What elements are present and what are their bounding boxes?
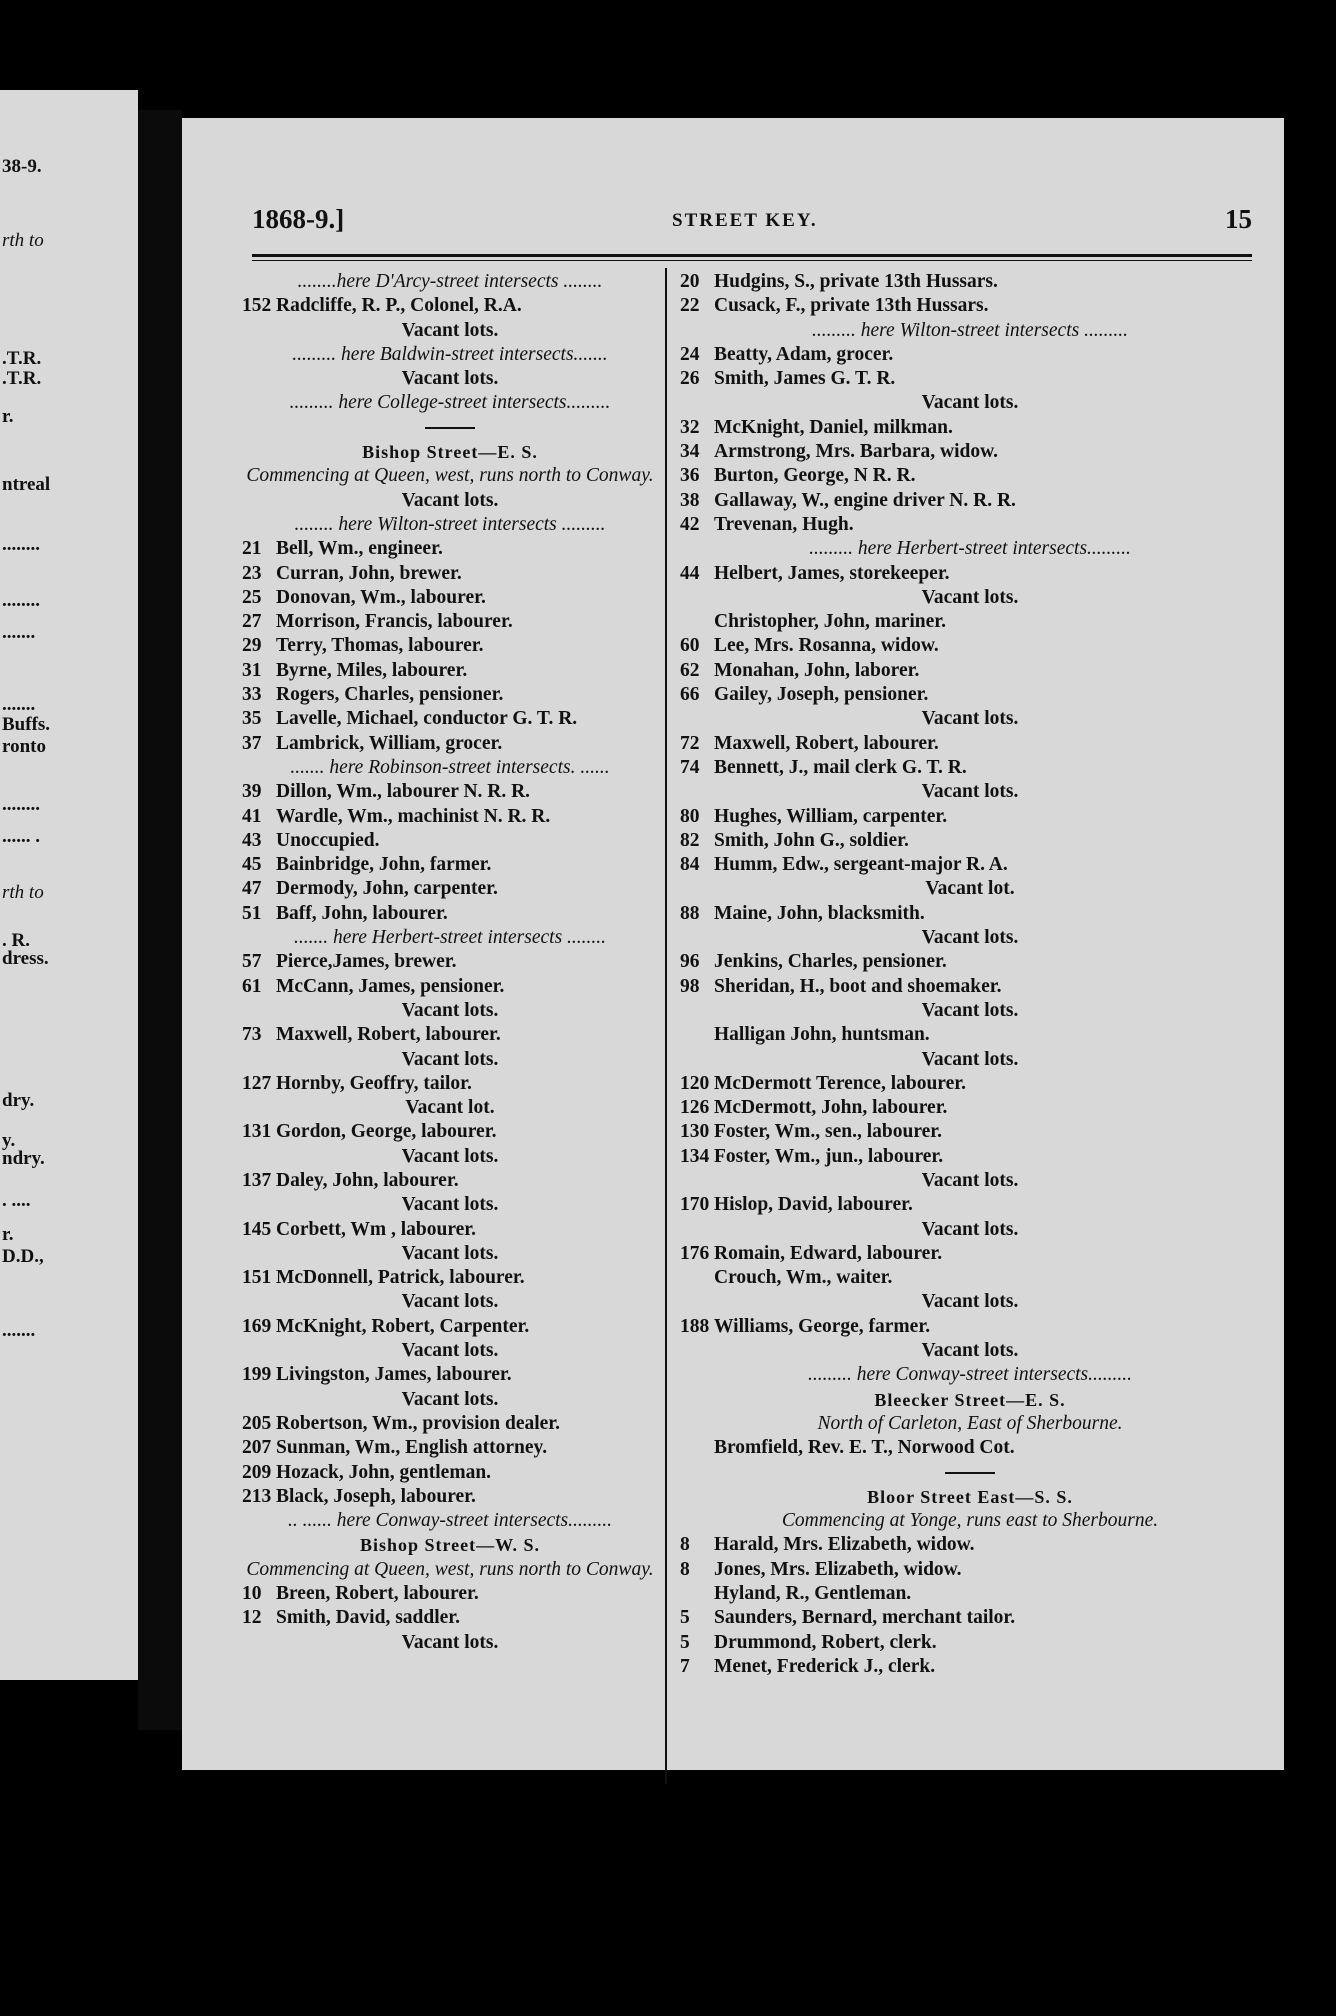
resident-name: Bromfield, Rev. E. T., Norwood Cot.: [714, 1437, 1015, 1459]
street-description: North of Carleton, East of Sherbourne.: [817, 1412, 1123, 1434]
previous-page-text: rth to: [2, 882, 44, 903]
directory-entry: [242, 1315, 658, 1339]
resident-name: Foster, Wm., sen., labourer.: [714, 1121, 943, 1143]
house-number: 205: [242, 1412, 272, 1434]
directory-entry: [680, 1072, 1260, 1096]
house-number: 66: [680, 684, 700, 706]
directory-entry: [242, 294, 658, 318]
house-number: 57: [242, 951, 262, 973]
directory-entry: [242, 659, 658, 683]
directory-entry: [680, 610, 1260, 634]
resident-name: Rogers, Charles, pensioner.: [276, 684, 504, 706]
resident-name: Lavelle, Michael, conductor G. T. R.: [276, 708, 578, 730]
previous-page-text: y.: [2, 1130, 16, 1151]
directory-entry: [680, 1193, 1260, 1217]
street-intersection-note: ......... here Conway-street intersects.........: [807, 1364, 1133, 1386]
vacant-note: Vacant lots.: [921, 1340, 1019, 1362]
house-number: 26: [680, 368, 700, 390]
directory-entry: [680, 1315, 1260, 1339]
house-number: 170: [680, 1194, 710, 1216]
resident-name: Maxwell, Robert, labourer.: [276, 1024, 501, 1046]
resident-name: McKnight, Daniel, milkman.: [714, 416, 953, 438]
street-heading: Bleecker Street—E. S.: [874, 1389, 1066, 1410]
house-number: 44: [680, 562, 700, 584]
resident-name: Drummond, Robert, clerk.: [714, 1631, 937, 1653]
vacant-note: Vacant lots.: [401, 1145, 499, 1167]
street-heading: Bishop Street—W. S.: [359, 1535, 541, 1556]
house-number: 134: [680, 1145, 710, 1167]
resident-name: Cusack, F., private 13th Hussars.: [714, 295, 989, 317]
directory-page: [182, 118, 1284, 1770]
house-number: 25: [242, 586, 262, 608]
vacant-note: Vacant lots.: [401, 1291, 499, 1313]
resident-name: Bainbridge, John, farmer.: [276, 854, 492, 876]
street-intersection-note: ....... here Herbert-street intersects ........: [293, 927, 607, 949]
directory-entry: [680, 829, 1260, 853]
vacant-note: Vacant lots.: [921, 999, 1019, 1021]
directory-entry: [242, 780, 658, 804]
house-number: 7: [680, 1655, 690, 1677]
house-number: 5: [680, 1631, 690, 1653]
directory-entry: [680, 1266, 1260, 1290]
resident-name: Armstrong, Mrs. Barbara, widow.: [714, 441, 998, 463]
house-number: 8: [680, 1558, 690, 1580]
directory-entry: [242, 1169, 658, 1193]
directory-entry: [242, 1412, 658, 1436]
directory-entry: [680, 464, 1260, 488]
resident-name: Smith, James G. T. R.: [714, 368, 896, 390]
street-heading: Bloor Street East—S. S.: [867, 1486, 1073, 1507]
directory-entry: [680, 853, 1260, 877]
house-number: 34: [680, 441, 700, 463]
resident-name: Jones, Mrs. Elizabeth, widow.: [714, 1558, 962, 1580]
resident-name: Jenkins, Charles, pensioner.: [714, 951, 947, 973]
previous-page-text: ...... .: [2, 826, 40, 847]
directory-entry: [242, 1266, 658, 1290]
previous-page-text: dress.: [2, 948, 49, 969]
house-number: 21: [242, 538, 262, 560]
directory-entry: [242, 683, 658, 707]
directory-entry: [242, 1363, 658, 1387]
resident-name: Morrison, Francis, labourer.: [276, 611, 513, 633]
resident-name: Foster, Wm., jun., labourer.: [714, 1145, 944, 1167]
resident-name: Curran, John, brewer.: [276, 562, 462, 584]
page-number: 15: [1225, 204, 1252, 234]
resident-name: Harald, Mrs. Elizabeth, widow.: [714, 1534, 975, 1556]
resident-name: Livingston, James, labourer.: [276, 1364, 512, 1386]
directory-entry: [242, 1485, 658, 1509]
house-number: 72: [680, 732, 700, 754]
street-intersection-note: ......... here Wilton-street intersects .........: [812, 319, 1128, 341]
street-intersection-note: ......... here College-street intersects.........: [289, 392, 611, 414]
house-number: 73: [242, 1024, 262, 1046]
street-intersection-note: ........here D'Arcy-street intersects ........: [297, 271, 603, 292]
directory-entry: [680, 1631, 1260, 1655]
vacant-note: Vacant lot.: [925, 878, 1015, 900]
house-number: 199: [242, 1364, 272, 1386]
resident-name: Humm, Edw., sergeant-major R. A.: [714, 854, 1008, 876]
house-number: 137: [242, 1169, 272, 1191]
previous-page-text: ntreal: [2, 474, 51, 495]
vacant-note: Vacant lots.: [921, 708, 1019, 730]
vacant-note: Vacant lots.: [401, 489, 499, 511]
resident-name: Sheridan, H., boot and shoemaker.: [714, 975, 1002, 997]
directory-entry: [242, 877, 658, 901]
vacant-note: Vacant lots.: [401, 1242, 499, 1264]
directory-entry: [680, 634, 1260, 658]
resident-name: Helbert, James, storekeeper.: [714, 562, 950, 584]
house-number: 33: [242, 684, 262, 706]
house-number: 32: [680, 416, 700, 438]
house-number: 20: [680, 271, 700, 292]
house-number: 23: [242, 562, 262, 584]
vacant-note: Vacant lots.: [401, 319, 499, 341]
directory-entry: [242, 707, 658, 731]
resident-name: Breen, Robert, labourer.: [276, 1583, 479, 1605]
previous-page-text: ........: [2, 590, 40, 611]
house-number: 84: [680, 854, 700, 876]
directory-entry: [680, 683, 1260, 707]
resident-name: Baff, John, labourer.: [276, 902, 448, 924]
header-year: 1868-9.]: [252, 204, 345, 234]
resident-name: Donovan, Wm., labourer.: [276, 586, 486, 608]
previous-page-text: dry.: [2, 1090, 35, 1111]
page-header: [252, 204, 1252, 244]
previous-page-text: .T.R.: [2, 348, 42, 369]
directory-entry: [680, 1242, 1260, 1266]
house-number: 213: [242, 1485, 272, 1507]
house-number: 151: [242, 1267, 272, 1289]
vacant-note: Vacant lots.: [401, 368, 499, 390]
directory-entry: [680, 1533, 1260, 1557]
house-number: 31: [242, 659, 262, 681]
vacant-note: Vacant lots.: [921, 927, 1019, 949]
street-intersection-note: ........ here Wilton-street intersects .........: [294, 513, 606, 535]
resident-name: Smith, John G., soldier.: [714, 829, 909, 851]
previous-page-text: .......: [2, 1320, 36, 1341]
resident-name: McDermott Terence, labourer.: [714, 1072, 966, 1094]
vacant-note: Vacant lots.: [921, 1291, 1019, 1313]
house-number: 96: [680, 951, 700, 973]
directory-entry: [242, 537, 658, 561]
house-number: 41: [242, 805, 262, 827]
resident-name: Hornby, Geoffry, tailor.: [276, 1072, 472, 1094]
previous-page-text: ronto: [2, 736, 46, 757]
house-number: 126: [680, 1097, 710, 1119]
directory-entry: [242, 1120, 658, 1144]
house-number: 12: [242, 1607, 262, 1629]
directory-entry: [680, 513, 1260, 537]
street-heading: Bishop Street—E. S.: [362, 442, 538, 463]
directory-entry: [242, 1461, 658, 1485]
house-number: 24: [680, 343, 700, 365]
directory-entry: [242, 829, 658, 853]
header-rule-thick: [252, 254, 1252, 257]
previous-page-text: ndry.: [2, 1148, 45, 1169]
directory-entry: [242, 975, 658, 999]
header-title: STREET KEY.: [672, 210, 818, 231]
resident-name: Sunman, Wm., English attorney.: [276, 1437, 548, 1459]
directory-entry: [680, 1558, 1260, 1582]
directory-entry: [680, 294, 1260, 318]
street-intersection-note: .. ...... here Conway-street intersects.........: [287, 1510, 613, 1532]
previous-page-text: .......: [2, 622, 36, 643]
directory-entry: [680, 975, 1260, 999]
directory-entry: [680, 1582, 1260, 1606]
street-description: Commencing at Queen, west, runs north to Conway.: [246, 1558, 654, 1580]
directory-entry: [242, 853, 658, 877]
resident-name: Romain, Edward, labourer.: [714, 1242, 943, 1264]
resident-name: McDermott, John, labourer.: [714, 1097, 948, 1119]
resident-name: Hozack, John, gentleman.: [276, 1461, 492, 1483]
resident-name: McCann, James, pensioner.: [276, 975, 505, 997]
house-number: 35: [242, 708, 262, 730]
resident-name: Beatty, Adam, grocer.: [714, 343, 894, 365]
previous-page-text: . ....: [2, 1190, 31, 1211]
house-number: 127: [242, 1072, 272, 1094]
vacant-note: Vacant lots.: [921, 392, 1019, 414]
vacant-note: Vacant lots.: [401, 999, 499, 1021]
house-number: 45: [242, 854, 262, 876]
house-number: 51: [242, 902, 262, 924]
directory-entry: [680, 1655, 1260, 1679]
directory-entry: [242, 805, 658, 829]
resident-name: Saunders, Bernard, merchant tailor.: [714, 1607, 1016, 1629]
column-divider: [665, 268, 667, 1784]
resident-name: Dermody, John, carpenter.: [276, 878, 498, 900]
directory-entry: [242, 1072, 658, 1096]
resident-name: Crouch, Wm., waiter.: [714, 1267, 893, 1289]
vacant-note: Vacant lots.: [401, 1194, 499, 1216]
directory-entry: [680, 756, 1260, 780]
directory-entry: [242, 586, 658, 610]
resident-name: McDonnell, Patrick, labourer.: [276, 1267, 525, 1289]
house-number: 207: [242, 1437, 272, 1459]
vacant-note: Vacant lots.: [921, 586, 1019, 608]
house-number: 47: [242, 878, 262, 900]
right-column: [680, 270, 1260, 1679]
resident-name: Bell, Wm., engineer.: [276, 538, 443, 560]
resident-name: Monahan, John, laborer.: [714, 659, 920, 681]
vacant-note: Vacant lots.: [921, 1218, 1019, 1240]
directory-entry: [242, 634, 658, 658]
house-number: 37: [242, 732, 262, 754]
resident-name: Williams, George, farmer.: [714, 1315, 931, 1337]
resident-name: Halligan John, huntsman.: [714, 1024, 930, 1046]
house-number: 145: [242, 1218, 272, 1240]
house-number: 98: [680, 975, 700, 997]
book-spine: [138, 110, 182, 1730]
resident-name: Wardle, Wm., machinist N. R. R.: [276, 805, 551, 827]
house-number: 131: [242, 1121, 272, 1143]
resident-name: Gallaway, W., engine driver N. R. R.: [714, 489, 1016, 511]
house-number: 88: [680, 902, 700, 924]
directory-entry: [680, 732, 1260, 756]
vacant-note: Vacant lots.: [401, 1631, 499, 1653]
previous-page-text: Buffs.: [2, 714, 51, 735]
left-column: [242, 270, 658, 1655]
resident-name: Lambrick, William, grocer.: [276, 732, 503, 754]
resident-name: Maine, John, blacksmith.: [714, 902, 925, 924]
directory-entry: [680, 805, 1260, 829]
directory-entry: [680, 343, 1260, 367]
house-number: 60: [680, 635, 700, 657]
directory-entry: [242, 950, 658, 974]
resident-name: Lee, Mrs. Rosanna, widow.: [714, 635, 939, 657]
header-rule-thin: [252, 260, 1252, 261]
resident-name: Byrne, Miles, labourer.: [276, 659, 468, 681]
previous-page-text: rth to: [2, 230, 44, 251]
previous-page-text: r.: [2, 1224, 14, 1245]
directory-entry: [242, 732, 658, 756]
resident-name: Dillon, Wm., labourer N. R. R.: [276, 781, 531, 803]
resident-name: Robertson, Wm., provision dealer.: [276, 1412, 561, 1434]
section-rule: [242, 416, 658, 440]
vacant-note: Vacant lot.: [405, 1097, 495, 1119]
directory-entry: [680, 489, 1260, 513]
previous-page-text: .......: [2, 694, 36, 715]
resident-name: Terry, Thomas, labourer.: [276, 635, 484, 657]
house-number: 152: [242, 295, 272, 317]
resident-name: Trevenan, Hugh.: [714, 513, 854, 535]
directory-entry: [242, 610, 658, 634]
directory-entry: [680, 1120, 1260, 1144]
vacant-note: Vacant lots.: [921, 1169, 1019, 1191]
directory-entry: [680, 902, 1260, 926]
directory-entry: [242, 1606, 658, 1630]
resident-name: Menet, Frederick J., clerk.: [714, 1655, 936, 1677]
directory-entry: [680, 440, 1260, 464]
house-number: 5: [680, 1607, 690, 1629]
resident-name: Burton, George, N R. R.: [714, 465, 916, 487]
directory-entry: [680, 270, 1260, 294]
house-number: 74: [680, 756, 700, 778]
previous-page-text: D.D.,: [2, 1246, 44, 1267]
house-number: 10: [242, 1583, 262, 1605]
directory-entry: [242, 1436, 658, 1460]
resident-name: Hudgins, S., private 13th Hussars.: [714, 271, 998, 292]
resident-name: Radcliffe, R. P., Colonel, R.A.: [276, 295, 522, 317]
previous-page-text: ........: [2, 534, 40, 555]
vacant-note: Vacant lots.: [401, 1048, 499, 1070]
resident-name: Smith, David, saddler.: [276, 1607, 461, 1629]
house-number: 38: [680, 489, 700, 511]
house-number: 27: [242, 611, 262, 633]
house-number: 120: [680, 1072, 710, 1094]
street-intersection-note: ....... here Robinson-street intersects. ......: [290, 756, 610, 778]
vacant-note: Vacant lots.: [401, 1388, 499, 1410]
house-number: 36: [680, 465, 700, 487]
vacant-note: Vacant lots.: [921, 1048, 1019, 1070]
directory-entry: [680, 1436, 1260, 1460]
house-number: 188: [680, 1315, 710, 1337]
house-number: 43: [242, 829, 262, 851]
previous-page-fragment: [0, 90, 138, 1680]
directory-entry: [680, 1145, 1260, 1169]
house-number: 130: [680, 1121, 710, 1143]
vacant-note: Vacant lots.: [401, 1340, 499, 1362]
directory-entry: [242, 902, 658, 926]
house-number: 22: [680, 295, 700, 317]
house-number: 176: [680, 1242, 710, 1264]
previous-page-text: ........: [2, 794, 40, 815]
section-rule: [680, 1461, 1260, 1485]
previous-page-text: .T.R.: [2, 368, 42, 389]
resident-name: Hislop, David, labourer.: [714, 1194, 913, 1216]
resident-name: Pierce,James, brewer.: [276, 951, 457, 973]
previous-page-text: 38-9.: [2, 156, 42, 177]
directory-entry: [680, 950, 1260, 974]
resident-name: Unoccupied.: [276, 829, 380, 851]
resident-name: Corbett, Wm , labourer.: [276, 1218, 477, 1240]
house-number: 42: [680, 513, 700, 535]
house-number: 82: [680, 829, 700, 851]
street-intersection-note: ......... here Baldwin-street intersects.......: [292, 343, 608, 365]
resident-name: Maxwell, Robert, labourer.: [714, 732, 939, 754]
vacant-note: Vacant lots.: [921, 781, 1019, 803]
street-description: Commencing at Queen, west, runs north to Conway.: [246, 465, 654, 487]
resident-name: Christopher, John, mariner.: [714, 611, 947, 633]
directory-entry: [242, 1218, 658, 1242]
house-number: 169: [242, 1315, 272, 1337]
resident-name: Daley, John, labourer.: [276, 1169, 459, 1191]
directory-entry: [242, 1582, 658, 1606]
directory-entry: [680, 659, 1260, 683]
directory-entry: [242, 562, 658, 586]
resident-name: Bennett, J., mail clerk G. T. R.: [714, 756, 967, 778]
house-number: 62: [680, 659, 700, 681]
resident-name: Hyland, R., Gentleman.: [714, 1583, 912, 1605]
resident-name: Black, Joseph, labourer.: [276, 1485, 476, 1507]
directory-entry: [242, 1023, 658, 1047]
street-intersection-note: ......... here Herbert-street intersects.........: [809, 538, 1131, 560]
street-description: Commencing at Yonge, runs east to Sherbourne.: [781, 1510, 1159, 1532]
previous-page-text: . R.: [2, 930, 30, 951]
house-number: 39: [242, 781, 262, 803]
house-number: 80: [680, 805, 700, 827]
directory-entry: [680, 1096, 1260, 1120]
house-number: 209: [242, 1461, 272, 1483]
house-number: 8: [680, 1534, 690, 1556]
house-number: 61: [242, 975, 262, 997]
resident-name: Gordon, George, labourer.: [276, 1121, 497, 1143]
directory-entry: [680, 562, 1260, 586]
directory-entry: [680, 367, 1260, 391]
previous-page-text: r.: [2, 406, 14, 427]
resident-name: McKnight, Robert, Carpenter.: [276, 1315, 530, 1337]
directory-entry: [680, 1023, 1260, 1047]
resident-name: Gailey, Joseph, pensioner.: [714, 684, 929, 706]
directory-entry: [680, 416, 1260, 440]
house-number: 29: [242, 635, 262, 657]
directory-entry: [680, 1606, 1260, 1630]
resident-name: Hughes, William, carpenter.: [714, 805, 948, 827]
